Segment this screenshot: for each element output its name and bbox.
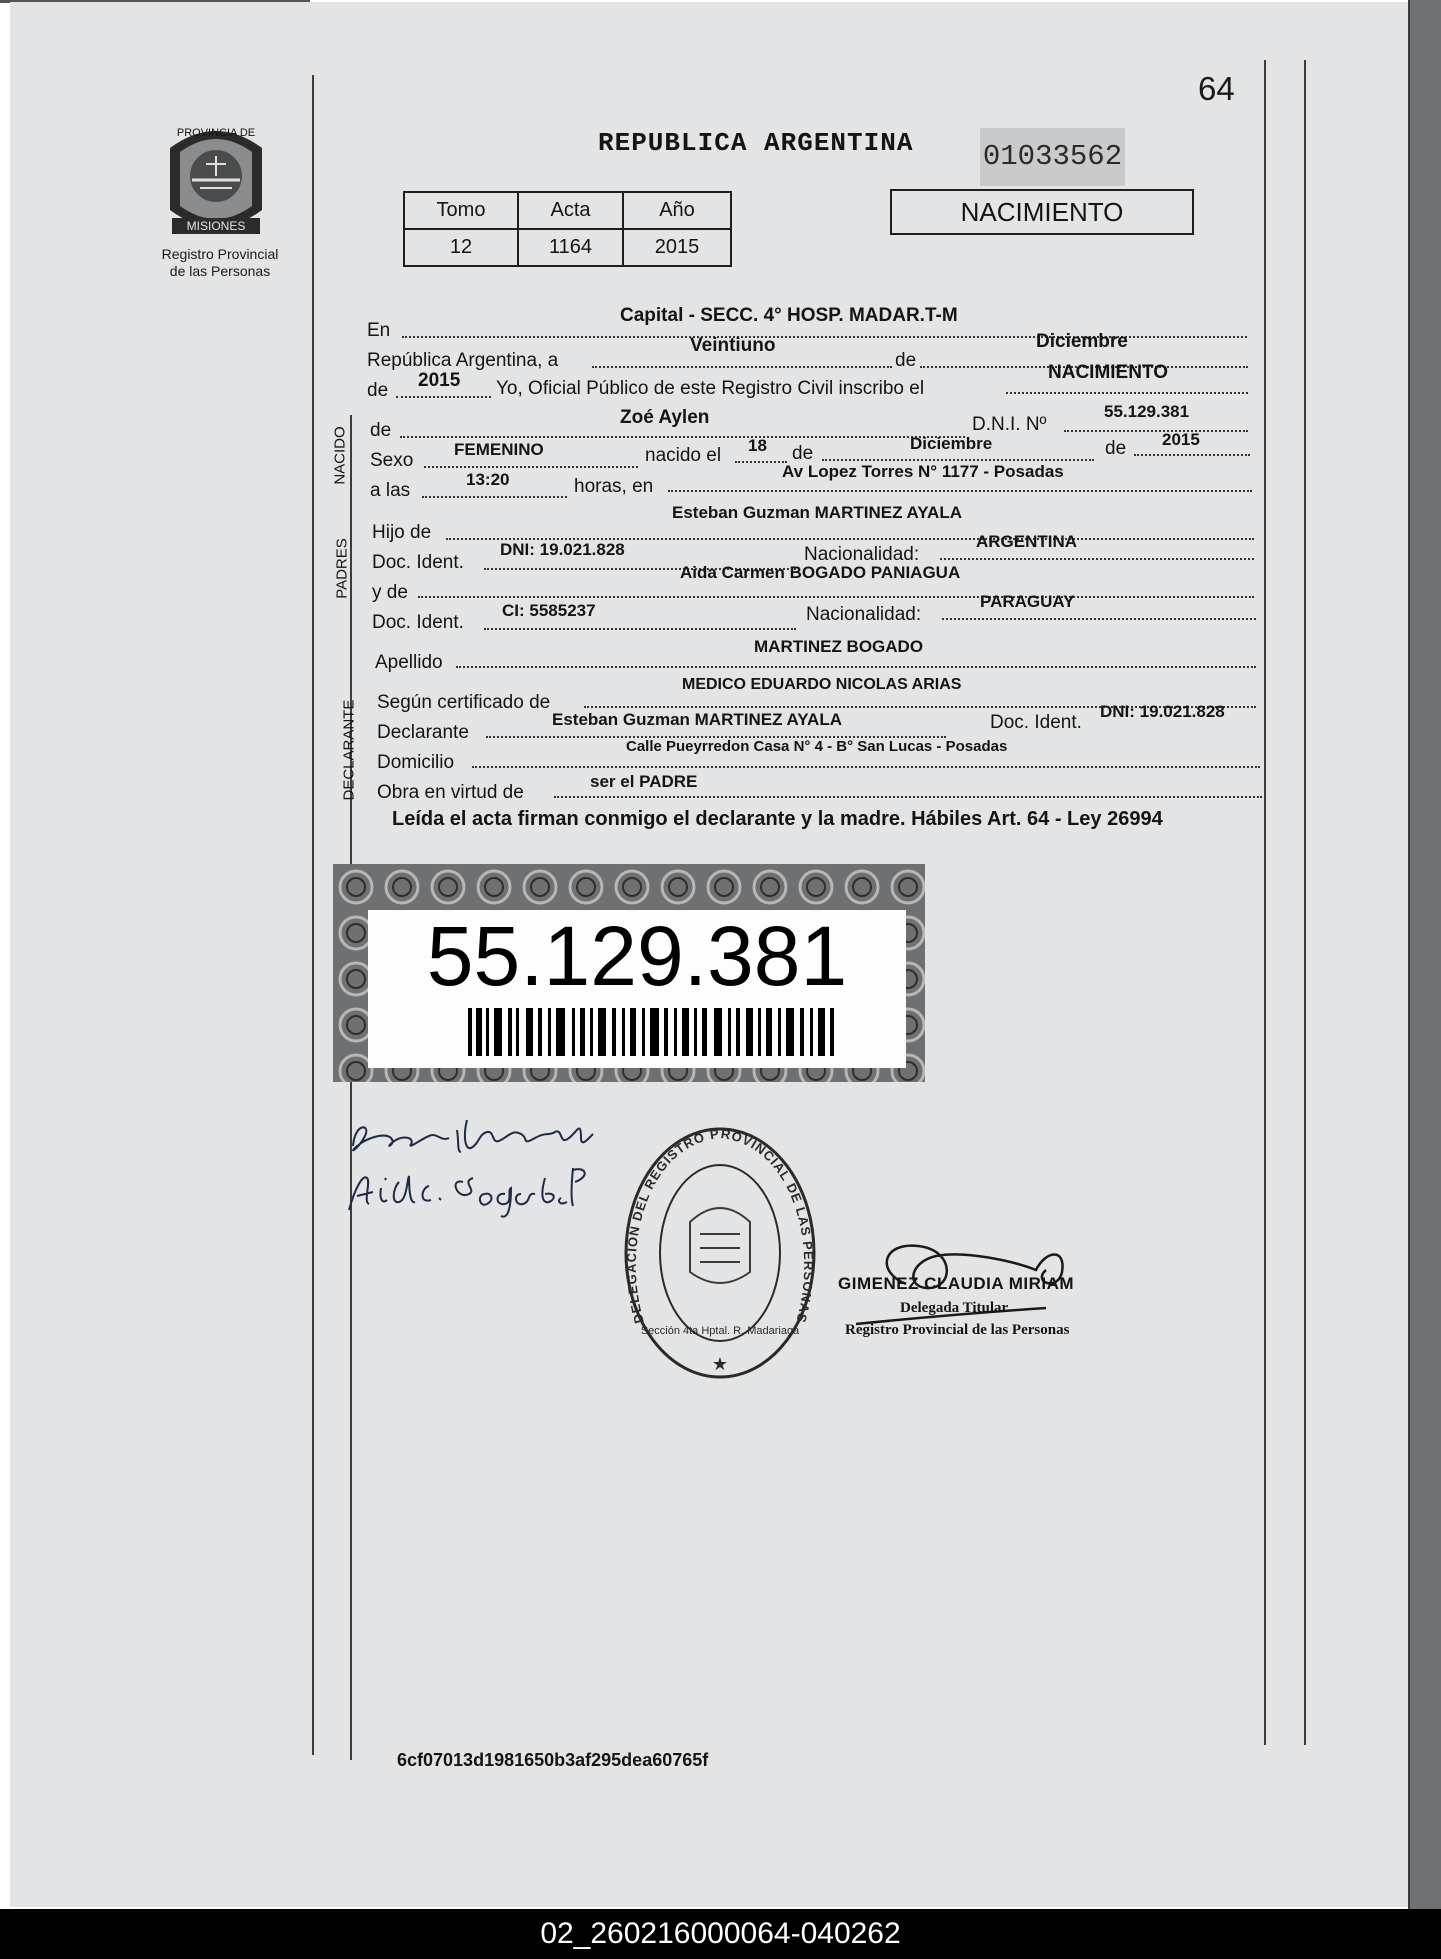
mother-nationality-label: Nacionalidad: — [806, 604, 922, 625]
en-label: En — [367, 320, 391, 341]
domicilio-label: Domicilio — [377, 752, 455, 773]
address-value: Calle Pueyrredon Casa N° 4 - B° San Lucas - Posadas — [626, 738, 1008, 755]
apellido-label: Apellido — [375, 652, 443, 673]
mother-nationality-value: PARAGUAY — [980, 592, 1075, 611]
page-number: 64 — [1198, 70, 1235, 107]
reason-value: ser el PADRE — [590, 772, 698, 791]
logo-caption-line2: de las Personas — [169, 263, 271, 279]
apellido-value: MARTINEZ BOGADO — [754, 637, 924, 656]
record-header-ano: Año — [623, 192, 731, 229]
logo-arc-text: PROVINCIA DE — [176, 127, 256, 139]
closing-text: Leída el acta firman conmigo el declarante y la madre. Hábiles Art. 64 - Ley 26994 — [392, 808, 1163, 830]
birth-place-value: Av Lopez Torres N° 1177 - Posadas — [782, 462, 1064, 481]
dotted-line — [418, 594, 1254, 598]
logo-caption — [140, 246, 300, 280]
alas-label: a las — [370, 480, 411, 501]
dotted-line — [1006, 390, 1248, 394]
record-type-box: NACIMIENTO — [890, 189, 1194, 235]
dotted-line — [735, 459, 787, 463]
dotted-line — [400, 434, 965, 438]
document-title: REPUBLICA ARGENTINA — [598, 128, 914, 158]
scanner-margin — [1410, 0, 1441, 1909]
mother-signature-scribble — [349, 1168, 585, 1217]
horas-label: horas, en — [574, 476, 654, 497]
sticker-dni-number: 55.129.381 — [426, 909, 848, 1003]
official-registry: Registro Provincial de las Personas — [845, 1322, 1070, 1338]
dotted-line — [422, 494, 567, 498]
svg-text:DELEGACION DEL REGISTRO PROVIN — [624, 1126, 816, 1325]
official-signature — [836, 1232, 1126, 1362]
father-nationality-label: Nacionalidad: — [804, 544, 920, 565]
birth-de1-label: de — [792, 443, 814, 464]
hijo-de-label: Hijo de — [372, 522, 432, 543]
scan-footer-code: 02_260216000064-040262 — [0, 1909, 1441, 1959]
mother-name-value: Aida Carmen BOGADO PANIAGUA — [680, 563, 961, 582]
logo-ribbon-text: MISIONES — [186, 219, 246, 233]
dotted-line — [940, 556, 1254, 560]
record-value-acta: 1164 — [518, 229, 623, 266]
record-header-tomo: Tomo — [404, 192, 518, 229]
month-value: Diciembre — [1036, 331, 1128, 352]
logo-caption-line1: Registro Provincial — [161, 246, 279, 262]
dotted-line — [1064, 428, 1248, 432]
father-name-value: Esteban Guzman MARTINEZ AYALA — [672, 503, 962, 522]
child-dni-value: 55.129.381 — [1104, 402, 1190, 421]
dotted-line — [822, 457, 1094, 461]
padres-section-label: PADRES — [333, 538, 351, 599]
outer-right-frame-line — [1304, 60, 1306, 1745]
mother-doc-value: CI: 5585237 — [502, 601, 596, 620]
record-header-acta: Acta — [518, 192, 623, 229]
dotted-line — [592, 364, 892, 368]
record-value-ano: 2015 — [623, 229, 731, 266]
declarante-doc-value: DNI: 19.021.828 — [1100, 702, 1225, 721]
father-signature-scribble — [353, 1120, 593, 1152]
serial-number: 01033562 — [980, 128, 1125, 186]
birth-de2-label: de — [1105, 438, 1127, 459]
father-nationality-value: ARGENTINA — [976, 532, 1078, 551]
certificate-value: MEDICO EDUARDO NICOLAS ARIAS — [682, 676, 962, 693]
nacido-de-label: de — [370, 420, 392, 441]
stamp-star-icon: ★ — [711, 1354, 729, 1375]
sexo-label: Sexo — [370, 450, 414, 471]
left-frame-line — [312, 75, 314, 1755]
birth-year-value: 2015 — [1162, 430, 1200, 449]
time-value: 13:20 — [466, 470, 510, 489]
dotted-line — [456, 664, 1256, 668]
dotted-line — [484, 626, 796, 630]
barcode-icon — [468, 1008, 836, 1056]
obra-label: Obra en virtud de — [377, 782, 524, 803]
dotted-line — [424, 464, 638, 468]
record-table — [403, 191, 732, 267]
mother-doc-label: Doc. Ident. — [372, 612, 464, 633]
birth-month-value: Diciembre — [910, 434, 993, 453]
de-year-label: de — [367, 380, 389, 401]
parents-signatures — [345, 1108, 625, 1218]
record-value-tomo: 12 — [404, 229, 518, 266]
republica-label: República Argentina, a — [367, 350, 559, 371]
place-value: Capital - SECC. 4° HOSP. MADAR.T-M — [620, 305, 958, 326]
father-doc-label: Doc. Ident. — [372, 552, 464, 573]
child-name-value: Zoé Aylen — [620, 407, 710, 428]
official-role: Delegada Titular — [900, 1300, 1009, 1316]
dotted-line — [942, 616, 1256, 620]
birth-day-value: 18 — [748, 436, 767, 455]
de-label: de — [895, 350, 917, 371]
provincia-de-misiones-coat-of-arms-icon — [160, 118, 272, 248]
dotted-line — [472, 764, 1260, 768]
y-de-label: y de — [372, 582, 408, 603]
dotted-line — [554, 794, 1262, 798]
oficial-text: Yo, Oficial Público de este Registro Civil inscribo el — [496, 378, 925, 399]
stamp-inner-text: Sección 4ta Hptal. R. Madariaga — [640, 1325, 800, 1337]
dotted-line — [668, 488, 1252, 492]
declarante-label: Declarante — [377, 722, 469, 743]
nacido-section-label: NACIDO — [331, 426, 349, 485]
right-frame-line — [1264, 60, 1266, 1745]
document-hash: 6cf07013d1981650b3af295dea60765f — [397, 1750, 709, 1770]
registry-stamp-icon — [620, 1122, 820, 1384]
dni-label: D.N.I. Nº — [972, 414, 1047, 435]
dotted-line — [396, 394, 491, 398]
stamp-outer-text: DELEGACION DEL REGISTRO PROVINCIAL DE LAS PERSONAS — [623, 1125, 817, 1326]
day-value: Veintiuno — [690, 335, 776, 356]
segun-label: Según certificado de — [377, 692, 551, 713]
dotted-line — [1134, 452, 1250, 456]
declarante-doc-label: Doc. Ident. — [990, 712, 1082, 733]
declarante-section-label: DECLARANTE — [340, 699, 358, 801]
year-value: 2015 — [418, 370, 461, 391]
official-name: GIMENEZ CLAUDIA MIRIAM — [838, 1274, 1075, 1293]
sex-value: FEMENINO — [454, 440, 544, 459]
event-value: NACIMIENTO — [1048, 362, 1168, 383]
father-doc-value: DNI: 19.021.828 — [500, 540, 625, 559]
nacido-el-label: nacido el — [645, 445, 722, 466]
declarante-name-value: Esteban Guzman MARTINEZ AYALA — [552, 710, 842, 729]
